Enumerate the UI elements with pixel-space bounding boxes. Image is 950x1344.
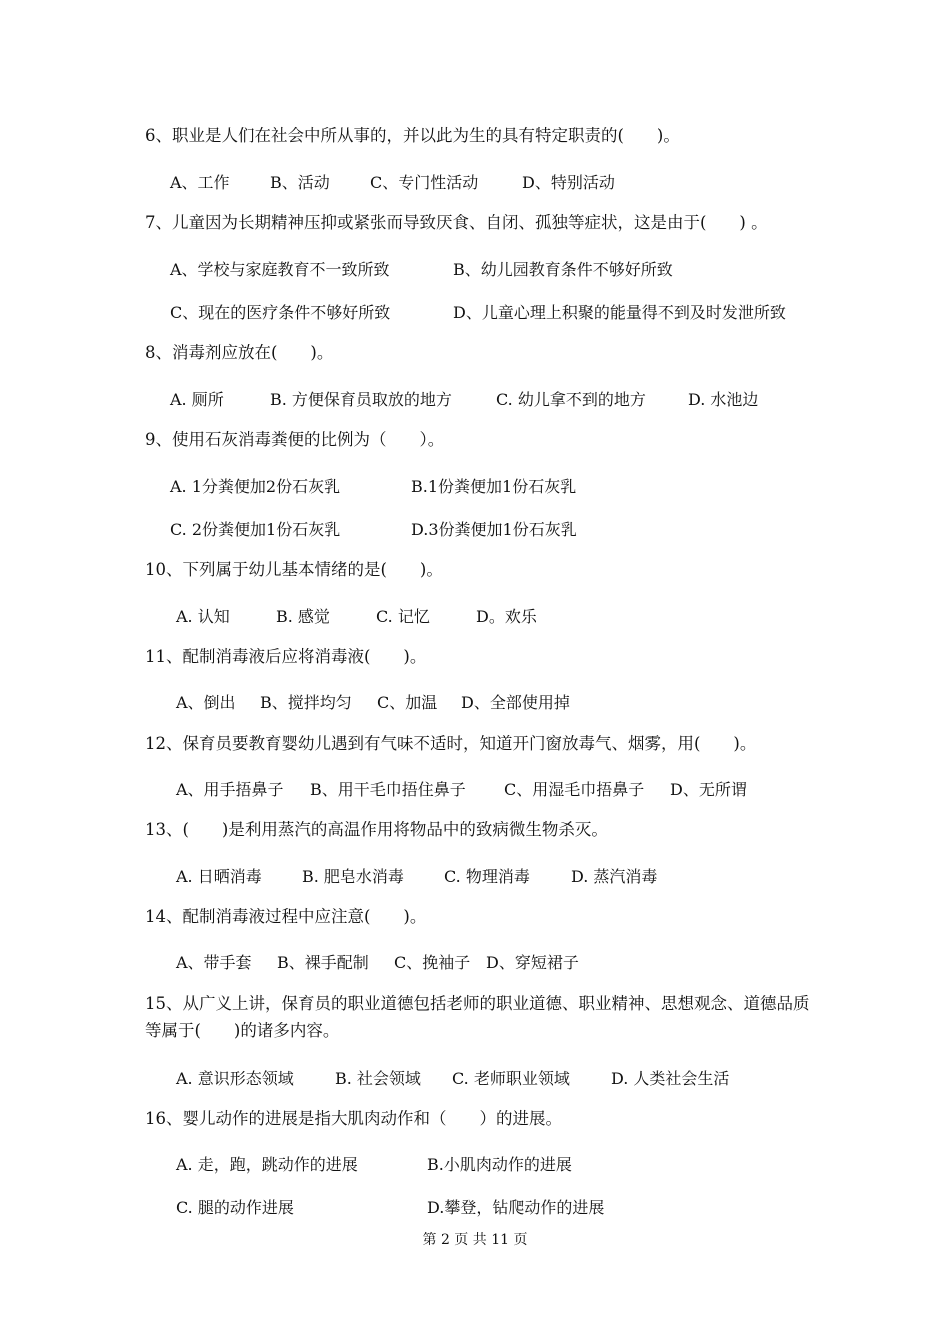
option-d: D、全部使用掉	[461, 693, 570, 712]
option-b: B. 社会领域	[335, 1069, 421, 1088]
option-d: D.攀登，钻爬动作的进展	[427, 1198, 605, 1217]
option-c: C、用湿毛巾捂鼻子	[504, 780, 645, 799]
option-c: C. 幼儿拿不到的地方	[496, 390, 646, 409]
question-12: 12、保育员要教育婴幼儿遇到有气味不适时，知道开门窗放毒气、烟雾，用( )。	[145, 734, 757, 753]
option-d: D. 水池边	[688, 390, 759, 409]
option-b: B. 肥皂水消毒	[302, 867, 404, 886]
option-c: C、加温	[377, 693, 438, 712]
option-d: D。欢乐	[476, 607, 537, 626]
question-10: 10、下列属于幼儿基本情绪的是( )。	[145, 560, 443, 579]
question-8: 8、消毒剂应放在( )。	[145, 343, 334, 362]
option-c: C. 老师职业领域	[452, 1069, 570, 1088]
option-a: A. 意识形态领域	[176, 1069, 294, 1088]
option-a: A. 日晒消毒	[176, 867, 262, 886]
option-d: D、穿短裙子	[486, 953, 579, 972]
option-b: B、用干毛巾捂住鼻子	[310, 780, 466, 799]
option-b: B.1份粪便加1份石灰乳	[411, 477, 577, 496]
question-11: 11、配制消毒液后应将消毒液( )。	[145, 647, 427, 666]
option-a: A. 认知	[176, 607, 230, 626]
option-d: D、儿童心理上积聚的能量得不到及时发泄所致	[453, 303, 786, 322]
option-d: D、特别活动	[522, 173, 615, 192]
option-c: C、专门性活动	[370, 173, 479, 192]
option-c: C. 记忆	[376, 607, 430, 626]
option-d: D、无所谓	[670, 780, 747, 799]
option-b: B.小肌肉动作的进展	[427, 1155, 572, 1174]
option-c: C. 腿的动作进展	[176, 1198, 294, 1217]
option-c: C. 2份粪便加1份石灰乳	[170, 520, 341, 539]
page-number-footer: 第 2 页 共 11 页	[422, 1232, 528, 1248]
option-b: B、裸手配制	[277, 953, 369, 972]
question-15: 15、从广义上讲，保育员的职业道德包括老师的职业道德、职业精神、思想观念、道德品质等属于( )的诸多内容。	[145, 994, 810, 1040]
option-c: C、挽袖子	[394, 953, 471, 972]
option-a: A、带手套	[176, 953, 252, 972]
question-6: 6、职业是人们在社会中所从事的，并以此为生的具有特定职责的( )。	[145, 126, 680, 145]
option-a: A、工作	[170, 173, 230, 192]
option-c: C、现在的医疗条件不够好所致	[170, 303, 391, 322]
option-a: A. 走，跑，跳动作的进展	[176, 1155, 358, 1174]
option-d: D. 人类社会生活	[611, 1069, 730, 1088]
option-a: A. 厕所	[170, 390, 224, 409]
option-c: C. 物理消毒	[444, 867, 530, 886]
option-a: A. 1分粪便加2份石灰乳	[170, 477, 341, 496]
option-b: B. 感觉	[276, 607, 330, 626]
option-d: D.3份粪便加1份石灰乳	[411, 520, 577, 539]
option-d: D. 蒸汽消毒	[571, 867, 658, 886]
question-9: 9、使用石灰消毒粪便的比例为（ ）。	[145, 430, 445, 449]
question-14: 14、配制消毒液过程中应注意( )。	[145, 907, 427, 926]
option-b: B、活动	[270, 173, 330, 192]
option-b: B. 方便保育员取放的地方	[270, 390, 452, 409]
question-16: 16、婴儿动作的进展是指大肌肉动作和（ ）的进展。	[145, 1109, 562, 1128]
option-b: B、幼儿园教育条件不够好所致	[453, 260, 673, 279]
question-13: 13、( )是利用蒸汽的高温作用将物品中的致病微生物杀灭。	[145, 820, 608, 839]
option-a: A、倒出	[176, 693, 236, 712]
option-a: A、学校与家庭教育不一致所致	[170, 260, 390, 279]
question-7: 7、儿童因为长期精神压抑或紧张而导致厌食、自闭、孤独等症状，这是由于( ) 。	[145, 213, 768, 232]
option-b: B、搅拌均匀	[260, 693, 352, 712]
option-a: A、用手捂鼻子	[176, 780, 284, 799]
